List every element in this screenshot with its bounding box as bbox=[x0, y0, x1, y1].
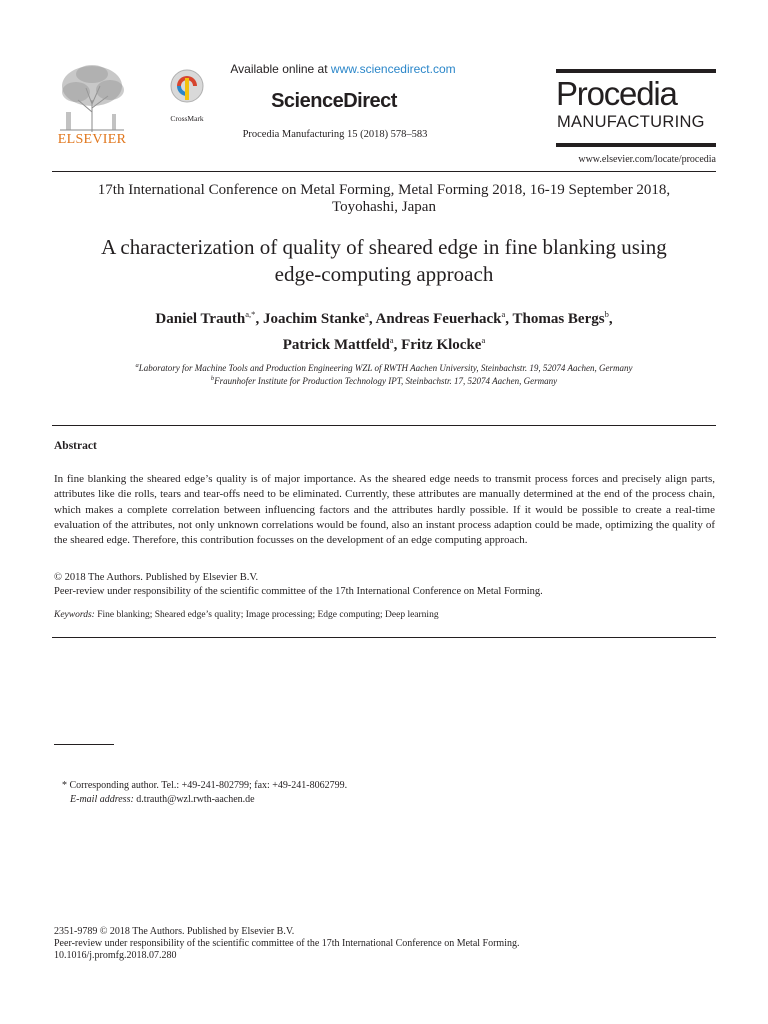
paper-title bbox=[52, 234, 716, 288]
available-online-line bbox=[160, 62, 526, 76]
email-note bbox=[70, 794, 255, 805]
corresponding-author-note: * Corresponding author. Tel.: +49-241-802799; fax: +49-241-8062799. bbox=[62, 780, 348, 791]
abstract-body: In fine blanking the sheared edge’s quality is of major importance. As the sheared edge needs to transmit process forces and precisely align parts, attributes like die rolls, tears and tear-offs need to be eliminated. Currently, these attributes are manually determined at the end of the process chain, which makes a complete correlation between influencing factors and the attributes hardly possible. If it would be possible to create a real-time evaluation of the attributes, not only unknown correlations would be found, also an instant process adaption could be made, optimizing the quality of the sheared edge. Therefore, this contribution focusses on the development of an edge computing approach. bbox=[54, 473, 715, 547]
abstract-bottom-rule bbox=[52, 637, 716, 638]
author-name: Andreas Feuerhack bbox=[375, 311, 502, 327]
affiliation-a bbox=[52, 360, 716, 374]
affiliation-b bbox=[52, 373, 716, 387]
author-affiliation-mark: a bbox=[365, 309, 369, 319]
author-affiliation-mark: a,* bbox=[245, 309, 256, 319]
author-affiliation-mark: b bbox=[604, 309, 609, 319]
available-online-text: Available online at bbox=[230, 62, 331, 76]
author-affiliation-mark: a bbox=[481, 335, 486, 345]
peer-review-line: Peer-review under responsibility of the scientific committee of the 17th International Conference on Metal Forming. bbox=[54, 586, 543, 597]
author-name: Patrick Mattfeld bbox=[282, 337, 390, 353]
author-name: Thomas Bergs bbox=[512, 311, 605, 327]
header-divider bbox=[52, 171, 716, 172]
keywords-line bbox=[54, 610, 715, 620]
doi-link[interactable]: 10.1016/j.promfg.2018.07.280 bbox=[54, 950, 177, 961]
paper-title-line-2: edge-computing approach bbox=[274, 262, 494, 286]
author-list: Daniel Trauth$^{a,*}$, Joachim Stanke$^a$, Andreas Feuerhack$^a$, Thomas Bergs$^b$, Patrick Mattfeld$^a$, Fritz Klocke$^a$ bbox=[155, 309, 613, 353]
affiliation-text: Fraunhofer Institute for Production Technology IPT, Steinbachstr. 17, 52074 Aachen, Germany bbox=[214, 376, 558, 386]
journal-logo-title: Procedia bbox=[556, 75, 677, 112]
conference-line-2: Toyohashi, Japan bbox=[332, 199, 436, 215]
conference-info bbox=[52, 182, 716, 216]
journal-url-link[interactable]: www.elsevier.com/locate/procedia bbox=[578, 154, 716, 165]
affiliation-mark: b bbox=[210, 375, 215, 382]
journal-logo-subtitle: MANUFACTURING bbox=[557, 113, 705, 131]
keywords-list: Fine blanking; Sheared edge’s quality; Image processing; Edge computing; Deep learning bbox=[94, 610, 439, 620]
affiliation-mark: a bbox=[135, 362, 139, 369]
author-name: Fritz Klocke bbox=[401, 337, 482, 353]
author-name: Joachim Stanke bbox=[262, 311, 366, 327]
conference-line-1: 17th International Conference on Metal Forming, Metal Forming 2018, 16-19 September 2018, bbox=[97, 182, 671, 198]
crossmark-badge[interactable] bbox=[164, 68, 210, 122]
author-name: Daniel Trauth bbox=[155, 311, 246, 327]
copyright-line: © 2018 The Authors. Published by Elsevier B.V. bbox=[54, 572, 259, 583]
email-label: E-mail address: bbox=[70, 794, 134, 805]
sciencedirect-url-link[interactable]: www.sciencedirect.com bbox=[330, 62, 456, 76]
journal-reference: Procedia Manufacturing 15 (2018) 578–583 bbox=[242, 129, 428, 140]
sciencedirect-wordmark: ScienceDirect bbox=[271, 90, 397, 112]
paper-title-line-1: A characterization of quality of sheared edge in fine blanking using bbox=[101, 235, 667, 259]
abstract-top-rule bbox=[52, 425, 716, 426]
affiliation-text: Laboratory for Machine Tools and Production Engineering WZL of RWTH Aachen University, Steinbachstr. 19, 52074 Aachen, Germany bbox=[138, 363, 633, 373]
author-affiliation-mark: a bbox=[389, 335, 394, 345]
crossmark-label: CrossMark bbox=[170, 114, 204, 123]
abstract-heading: Abstract bbox=[54, 440, 97, 452]
publisher-logo-text: ELSEVIER bbox=[57, 132, 127, 147]
keywords-label: Keywords: bbox=[54, 610, 95, 620]
email-address-link[interactable]: d.trauth@wzl.rwth-aachen.de bbox=[133, 794, 255, 805]
footnote-rule bbox=[54, 744, 114, 745]
copyright-block bbox=[54, 571, 715, 599]
author-affiliation-mark: a bbox=[501, 309, 506, 319]
bottom-peer-review-line: Peer-review under responsibility of the scientific committee of the 17th International Conference on Metal Forming. bbox=[54, 938, 520, 949]
issn-line: 2351-9789 © 2018 The Authors. Published by Elsevier B.V. bbox=[54, 926, 295, 937]
